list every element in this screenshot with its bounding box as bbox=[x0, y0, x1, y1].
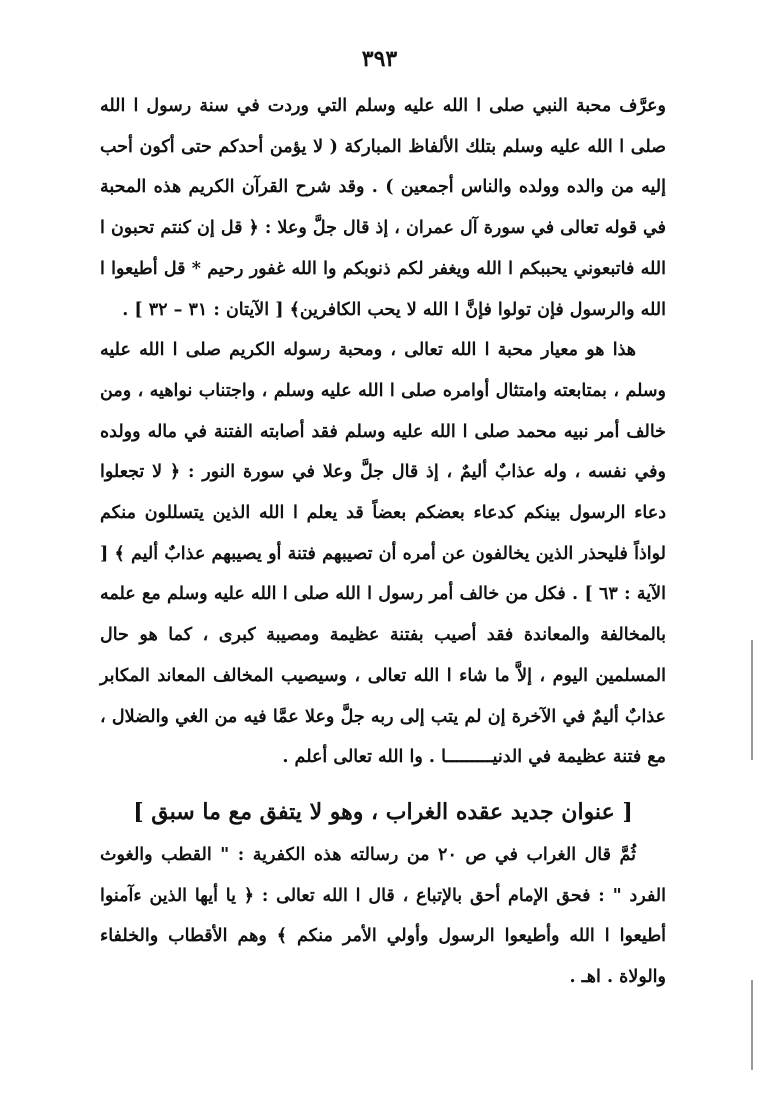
page-number: ٣٩٣ bbox=[361, 46, 398, 72]
scan-edge-mark bbox=[751, 640, 753, 760]
paragraph: ثُمَّ قال الغراب في ص ٢٠ من رسالته هذه الكفرية : " القطب والغوث الفرد " : فحق الإمام أحق بالإتباع ، قال ا الله تعالى : ﴿ يا أيها الذين ءآمنوا أطيعوا ا الله وأطيعوا الرسول وأولي الأمر منكم ﴾ وهم الأقطاب والخلفاء والولاة . اهـ . bbox=[100, 845, 666, 988]
second-text-section bbox=[100, 835, 666, 998]
paragraph: وعرَّف محبة النبي صلى ا الله عليه وسلم التي وردت في سنة رسول ا الله صلى ا الله عليه وسلم بتلك الألفاظ المباركة ( لا يؤمن أحدكم حتى أكون أحب إليه من والده وولده والناس أجمعين ) . وقد شرح القرآن الكريم هذه المحبة في قوله تعالى في سورة آل عمران ، إذ قال جلَّ وعلا : ﴿ قل إن كنتم تحبون ا الله فاتبعوني يحببكم ا الله ويغفر لكم ذنوبكم وا الله غفور رحيم * قل أطيعوا ا الله والرسول فإن تولوا فإنَّ ا الله لا يحب الكافرين﴾ [ الآيتان : ٣١ – ٣٢ ] . bbox=[100, 96, 666, 320]
main-text-section bbox=[100, 86, 666, 778]
paragraph: هذا هو معيار محبة ا الله تعالى ، ومحبة رسوله الكريم صلى ا الله عليه وسلم ، بمتابعته وامتثال أوامره صلى ا الله عليه وسلم ، واجتناب نواهيه ، ومن خالف أمر نبيه محمد صلى ا الله عليه وسلم فقد أصابته الفتنة في ماله وولده وفي نفسه ، وله عذابٌ أليمٌ ، إذ قال جلَّ وعلا في سورة النور : ﴿ لا تجعلوا دعاء الرسول بينكم كدعاء بعضكم بعضاً قد يعلم ا الله الذين يتسللون منكم لواذاً فليحذر الذين يخالفون عن أمره أن تصيبهم فتنة أو يصيبهم عذابٌ أليم ﴾ [ الآية : ٦٣ ] . فكل من خالف أمر رسول ا الله صلى ا الله عليه وسلم مع علمه بالمخالفة والمعاندة فقد أصيب بفتنة عظيمة ومصيبة كبرى ، كما هو حال المسلمين اليوم ، إلاَّ ما شاء ا الله تعالى ، وسيصيب المخالف المعاند المكابر عذابٌ أليمٌ في الآخرة إن لم يتب إلى ربه جلَّ وعلا عمَّا فيه من الغي والضلال ، مع فتنة عظيمة في الدنيـــــــــا . وا الله تعالى أعلم . bbox=[100, 340, 666, 768]
section-heading: [ عنوان جديد عقده الغراب ، وهو لا يتفق مع ما سبق ] bbox=[133, 799, 633, 825]
scan-edge-mark bbox=[751, 980, 753, 1070]
